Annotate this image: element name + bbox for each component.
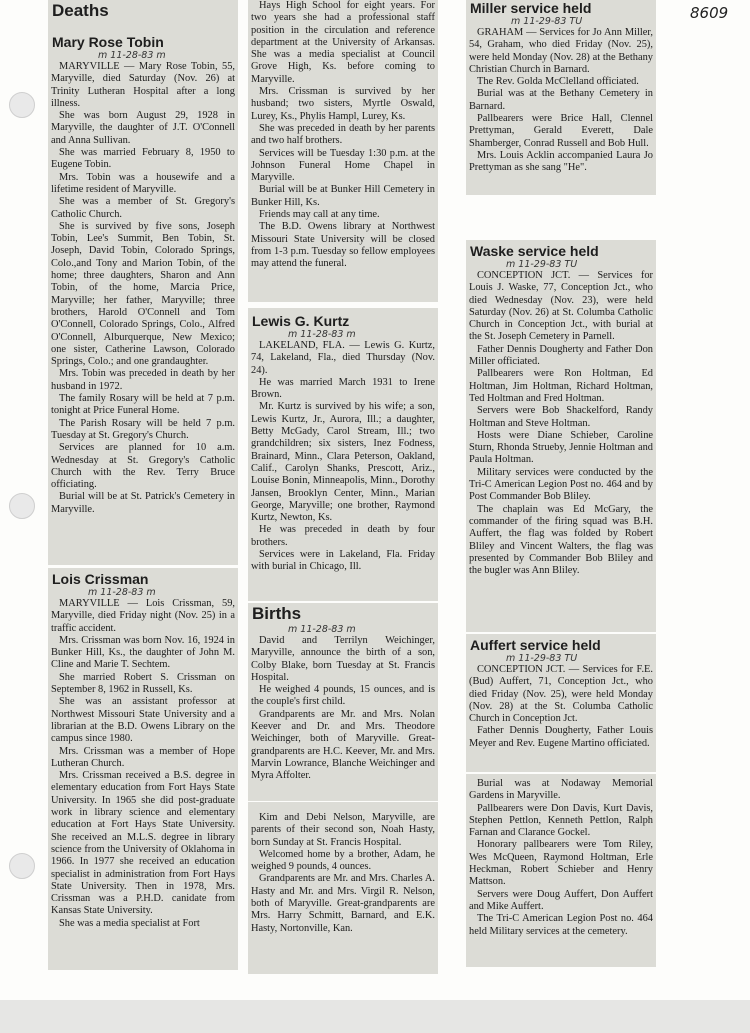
birth-announcement-weichinger: [248, 635, 438, 783]
paragraph: Kim and Debi Nelson, Maryville, are parents of their second son, Noah Hasty, born Sunday at St. Francis Hospital.: [251, 812, 435, 848]
paragraph: Friends may call at any time.: [259, 209, 380, 221]
paragraph: Pallbearers were Don Davis, Kurt Davis, Stephen Pettlon, Kenneth Pettlon, Ralph Farnan and Clarance Gockel.: [469, 802, 653, 839]
paragraph: Mrs. Crissman is survived by her husband; two sisters, Myrtle Oswald, Lurey, Ks., Phylis Hampl, Lurey, Ks.: [251, 86, 435, 122]
paragraph: She was an assistant professor at Northwest Missouri State University and a librarian at the B.D. Owens Library on the campus since 1980.: [51, 696, 235, 745]
paragraph: Father Dennis Dougherty and Father Don Miller officiated.: [469, 343, 653, 368]
page-number: 8609: [690, 4, 729, 22]
paragraph: MARYVILLE — Lois Crissman, 59, Maryville, died Friday night (Nov. 25) in a traffic accident.: [51, 598, 235, 634]
paragraph: Mrs. Crissman was a member of Hope Lutheran Church.: [51, 745, 235, 769]
service-heading-auffert: Auffert service held: [470, 637, 601, 653]
service-auffert-body: [466, 664, 656, 750]
section-heading-births: Births: [252, 604, 302, 623]
paragraph: Services were in Lakeland, Fla. Friday with burial in Chicago, Ill.: [251, 549, 435, 573]
paragraph: MARYVILLE — Mary Rose Tobin, 55, Maryville, died Saturday (Nov. 26) at Trinity Lutheran Hospital after a long illness.: [51, 61, 235, 109]
paragraph: Hays High School for eight years. For two years she had a professional staff position in the circulation and reference department at the University of Arkansas. She was a media specialist at Council Grove High, Ks. before coming to Maryville.: [251, 0, 435, 85]
paragraph: Military services were conducted by the Tri-C American Legion Post no. 464 and by Post Commander Bob Bliley.: [469, 466, 653, 503]
birth-announcement-nelson: [248, 802, 438, 935]
section-heading-deaths: Deaths: [52, 1, 109, 20]
paragraph: She was a media specialist at Fort: [59, 917, 200, 929]
paragraph: She was a member of St. Gregory's Catholic Church.: [51, 196, 235, 220]
obituary-crissman-clipping: [48, 568, 238, 970]
handwritten-date-note: m 11-28-83 m: [98, 50, 166, 61]
obituary-tobin-clipping: [48, 0, 238, 565]
paragraph: The chaplain was Ed McGary, the commander of the firing squad was B.H. Auffert, the flag was folded by Robert Bliley and Vincent Walters, the flag was presented by Commander Bob Bliley and the bugler was Ann Bliley.: [469, 503, 653, 577]
paragraph: Servers were Bob Shackelford, Randy Holtman and Steve Holtman.: [469, 405, 653, 429]
service-auffert-clipping: [466, 634, 656, 772]
obituary-crissman-continued: [248, 0, 438, 302]
paragraph: Services are planned for 10 a.m. Wednesday at St. Gregory's Catholic Church with the Rev. Terry Bruce officiating.: [51, 442, 235, 491]
handwritten-date-note: m 11-29-83 TU: [506, 259, 578, 270]
service-waske-clipping: [466, 240, 656, 632]
paragraph: Mrs. Tobin was preceded in death by her husband in 1972.: [51, 368, 235, 392]
paragraph: Mrs. Crissman received a B.S. degree in elementary education from Fort Hays State University. In 1965 she did post-graduate work in library science and elementary education at Fort Hays State University. She received an M.L.S. degree in library science from the University of Oklahoma in 1966. In 1977 she received an education specialist in administration from Fort Hays State University. Then in 1978, Mrs. Crissman was a P.H.D. canidate from Kansas State University.: [51, 770, 235, 917]
obituary-name-crissman: Lois Crissman: [52, 571, 149, 587]
service-miller-clipping: [466, 0, 656, 195]
paragraph: She married Robert S. Crissman on September 8, 1962 in Russell, Ks.: [51, 671, 235, 696]
paragraph: Burial was at the Bethany Cemetery in Barnard.: [469, 88, 653, 112]
scan-margin: [0, 1000, 750, 1033]
paragraph: CONCEPTION JCT. — Services for F.E. (Bud) Auffert, 71, Conception Jct., who died Friday (Nov. 25), were held Monday (Nov. 28) at the St. Columba Catholic Church in Conception Jct.: [469, 664, 653, 725]
births-clipping: [248, 603, 438, 801]
paragraph: Mrs. Tobin was a housewife and a lifetime resident of Maryville.: [51, 171, 235, 195]
paragraph: He weighed 4 pounds, 15 ounces, and is the couple's first child.: [251, 684, 435, 708]
paragraph: The family Rosary will be held at 7 p.m. tonight at Price Funeral Home.: [51, 393, 235, 417]
paragraph: The Tri-C American Legion Post no. 464 held Military services at the cemetery.: [469, 913, 653, 937]
service-auffert-clipping-continued: [466, 774, 656, 967]
paragraph: She was married February 8, 1950 to Eugene Tobin.: [51, 147, 235, 171]
paragraph: Mrs. Louis Acklin accompanied Laura Jo Prettyman as she sang "He".: [469, 149, 653, 174]
obituary-name-kurtz: Lewis G. Kurtz: [252, 313, 350, 329]
handwritten-date-note: m 11-29-83 TU: [511, 16, 583, 27]
paragraph: Burial was at Nodaway Memorial Gardens in Maryville.: [469, 778, 653, 802]
handwritten-date-note: m 11-28-83 m: [288, 624, 356, 635]
paragraph: She was born August 29, 1928 in Maryville, the daughter of J.T. O'Connell and Anna Sullivan.: [51, 110, 235, 146]
paragraph: Burial will be at St. Patrick's Cemetery in Maryville.: [51, 491, 235, 515]
paragraph: The Parish Rosary will be held 7 p.m. Tuesday at St. Gregory's Church.: [51, 417, 235, 441]
paragraph: David and Terrilyn Weichinger, Maryville, announce the birth of a son, Colby Blake, born Tuesday at St. Francis Hospital.: [251, 635, 435, 683]
obituary-name-tobin: Mary Rose Tobin: [52, 34, 164, 50]
paragraph: The B.D. Owens library at Northwest Missouri State University will be closed from 1-3 p.m. Tuesday so fellow employees may attend the funeral.: [251, 221, 435, 270]
paragraph: Mr. Kurtz is survived by his wife; a son, Lewis Kurtz, Jr., Aurora, Ill.; a daughter, Betty McGady, Carol Stream, Ill.; two grandchildren; six sisters, Inez Fodness, Brainard, Minn., Clara Peterson, Oakland, Calif., Carolyn Shanks, Prescott, Ariz., Louise Bonin, Minneapolis, Minn., Dorothy Jansen, Brooklyn Center, Minn., Marian George, Maryville; one brother, Raymond Kurtz, Newton, Ks.: [251, 401, 435, 524]
handwritten-date-note: m 11-28-83 m: [288, 329, 356, 340]
paragraph: She is survived by five sons, Joseph Tobin, Lee's Summit, Ben Tobin, St. Joseph, David Tobin, Colorado Springs, Colo.,and Tony and Marion Tobin, of the home; three daughters, Sharon and Ann Tobin, of the home, Marcia Price, Maryville; her father, Maryville; three brothers, Harold O'Connell and Tom O'Connell, Colorado Springs, Colo., Alfred O'Connell, Alburquerque, New Mexico; one sister, Catherine Lawson, Colorado Springs, Colo.; and one grandaughter.: [51, 220, 235, 368]
service-waske-body: [466, 270, 656, 577]
service-heading-waske: Waske service held: [470, 243, 599, 259]
paragraph: The Rev. Golda McClelland officiated.: [477, 76, 639, 88]
paragraph: She was preceded in death by her parents and two half brothers.: [251, 122, 435, 147]
paragraph: Burial will be at Bunker Hill Cemetery in Bunker Hill, Ks.: [251, 184, 435, 208]
paragraph: Father Dennis Dougherty, Father Louis Meyer and Rev. Eugene Martino officiated.: [469, 725, 653, 749]
service-heading-miller: Miller service held: [470, 0, 592, 16]
paragraph: Grandparents are Mr. and Mrs. Nolan Keever and Dr. and Mrs. Theodore Weichinger, both of Maryville. Great-grandparents are H.C. Keever, Mr. and Mrs. Marvin Lowrance, Blanche Weichinger and Myra Affolter.: [251, 708, 435, 782]
paragraph: GRAHAM — Services for Jo Ann Miller, 54, Graham, who died Friday (Nov. 25), were held Monday (Nov. 28) at the Bethany Christian Church in Barnard.: [469, 27, 653, 75]
paragraph: Servers were Doug Auffert, Don Auffert and Mike Auffert.: [469, 888, 653, 912]
paragraph: Honorary pallbearers were Tom Riley, Wes McQueen, Raymond Holtman, Erle Heckman, Robert Schieber and Henry Mattson.: [469, 839, 653, 888]
obituary-crissman-body: [48, 598, 238, 930]
service-auffert-body-continued: [466, 774, 656, 938]
service-miller-body: [466, 27, 656, 175]
obituary-kurtz-body: [248, 340, 438, 574]
obituary-tobin-body: [48, 61, 238, 516]
paragraph: Mrs. Crissman was born Nov. 16, 1924 in Bunker Hill, Ks., the daughter of John M. Cline and Marie T. Sechtem.: [51, 634, 235, 671]
paragraph: Hosts were Diane Schieber, Caroline Sturn, Rhonda Strueby, Jennie Holtman and Paula Holtman.: [469, 429, 653, 466]
paragraph: CONCEPTION JCT. — Services for Louis J. Waske, 77, Conception Jct., who died Wednesday (Nov. 23), were held Saturday (Nov. 26) at St. Columba Catholic Church in Conception Jct., with burial at the St. Joseph Cemetery in Parnell.: [469, 270, 653, 343]
obituary-kurtz-clipping: [248, 308, 438, 601]
paragraph: He was married March 1931 to Irene Brown.: [251, 376, 435, 401]
punch-hole: [9, 92, 35, 118]
paragraph: Pallbearers were Ron Holtman, Ed Holtman, Jim Holtman, Richard Holtman, Ted Holtman and Fred Holtman.: [469, 368, 653, 404]
paragraph: Pallbearers were Brice Hall, Clennel Prettyman, Gerald Everett, Dale Shamberger, Conrad Russell and Bob Hull.: [469, 113, 653, 149]
paragraph: He was preceded in death by four brothers.: [251, 524, 435, 548]
handwritten-date-note: m 11-29-83 TU: [506, 653, 578, 664]
punch-hole: [9, 493, 35, 519]
paragraph: LAKELAND, FLA. — Lewis G. Kurtz, 74, Lakeland, Fla., died Thursday (Nov. 24).: [251, 340, 435, 376]
punch-hole: [9, 853, 35, 879]
paragraph: Services will be Tuesday 1:30 p.m. at the Johnson Funeral Home Chapel in Maryville.: [251, 147, 435, 184]
obituary-crissman-continued-body: [248, 0, 438, 271]
handwritten-date-note: m 11-28-83 m: [88, 587, 156, 598]
births-clipping-continued: [248, 802, 438, 974]
paragraph: Welcomed home by a brother, Adam, he weighed 9 pounds, 4 ounces.: [251, 848, 435, 873]
paragraph: Grandparents are Mr. and Mrs. Charles A. Hasty and Mr. and Mrs. Virgil R. Nelson, both of Maryville. Great-grandparents are Mrs. Harry Schmitt, Barnard, and E.K. Hasty, Nortonville, Kan.: [251, 873, 435, 934]
